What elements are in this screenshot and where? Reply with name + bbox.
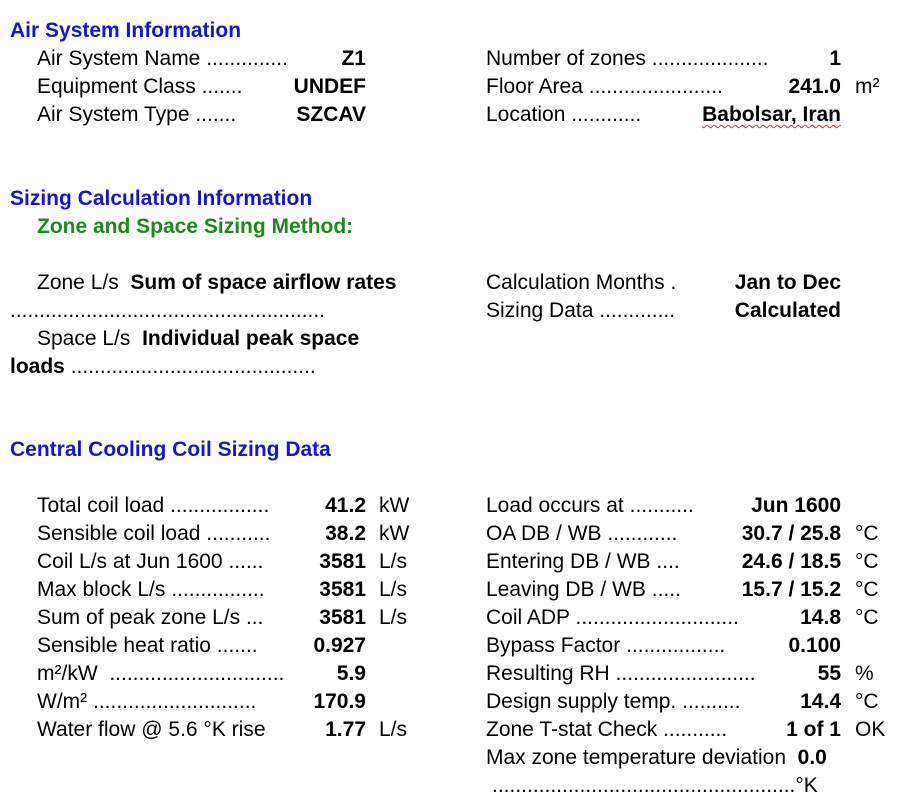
coil-left-value-8: 1.77 — [325, 718, 366, 741]
floor-area-value: 241.0 — [788, 75, 841, 98]
coil-right-unit-7: °C — [855, 690, 879, 713]
coil-left-label-0: Total coil load ................. — [37, 494, 270, 517]
coil-left-label-2: Coil L/s at Jun 1600 ...... — [37, 550, 264, 573]
air-system-type-label: Air System Type ....... — [37, 103, 237, 126]
coil-right-value-8: 1 of 1 — [786, 718, 841, 741]
space-ls-row: Space L/s Individual peak space — [37, 327, 360, 350]
coil-right-label-6: Resulting RH ........................ — [486, 662, 756, 685]
coil-left-label-8: Water flow @ 5.6 °K rise — [37, 718, 266, 741]
zone-ls-row: Zone L/s Sum of space airflow rates — [37, 271, 397, 294]
coil-right-label-7: Design supply temp. .......... — [486, 690, 741, 713]
coil-right-label-4: Coil ADP ............................ — [486, 606, 739, 629]
coil-right-value-5: 0.100 — [788, 634, 841, 657]
coil-left-label-4: Sum of peak zone L/s ... — [37, 606, 264, 629]
coil-right-value-3: 15.7 / 15.2 — [741, 578, 841, 601]
max-zone-dev-dots: ....................................................°K — [492, 774, 818, 797]
sizing-data-label: Sizing Data ............. — [486, 299, 676, 322]
coil-left-unit-2: L/s — [379, 550, 408, 573]
floor-area-label: Floor Area ....................... — [486, 75, 723, 98]
sizing-calc-heading: Sizing Calculation Information — [10, 187, 313, 210]
space-ls-row-cont: loads .......................................... — [10, 355, 316, 378]
coil-left-value-4: 3581 — [319, 606, 366, 629]
coil-right-value-1: 30.7 / 25.8 — [741, 522, 841, 545]
coil-left-value-0: 41.2 — [325, 494, 366, 517]
coil-right-unit-8: OK — [855, 718, 886, 741]
coil-right-value-4: 14.8 — [800, 606, 841, 629]
coil-right-label-2: Entering DB / WB .... — [486, 550, 680, 573]
zone-ls-dots: ...................................................... — [10, 299, 326, 322]
coil-left-value-5: 0.927 — [313, 634, 366, 657]
coil-left-unit-8: L/s — [379, 718, 408, 741]
coil-left-label-5: Sensible heat ratio ....... — [37, 634, 258, 657]
floor-area-unit: m² — [855, 75, 880, 98]
max-zone-dev-label: Max zone temperature deviation 0.0 — [486, 746, 827, 769]
equipment-class-value: UNDEF — [293, 75, 366, 98]
coil-right-value-6: 55 — [817, 662, 841, 685]
coil-right-value-2: 24.6 / 18.5 — [741, 550, 841, 573]
coil-right-label-8: Zone T-stat Check ........... — [486, 718, 728, 741]
coil-left-label-3: Max block L/s ................ — [37, 578, 265, 601]
number-of-zones-value: 1 — [829, 47, 841, 70]
coil-right-label-5: Bypass Factor ................. — [486, 634, 726, 657]
coil-right-unit-2: °C — [855, 550, 879, 573]
coil-left-label-7: W/m² ............................ — [37, 690, 257, 713]
air-system-name-value: Z1 — [341, 47, 366, 70]
coil-right-unit-3: °C — [855, 578, 879, 601]
coil-left-value-6: 5.9 — [336, 662, 366, 685]
coil-left-unit-1: kW — [379, 522, 410, 545]
coil-right-unit-1: °C — [855, 522, 879, 545]
coil-left-value-3: 3581 — [319, 578, 366, 601]
coil-right-value-7: 14.4 — [800, 690, 841, 713]
location-label: Location ............ — [486, 103, 642, 126]
air-system-name-label: Air System Name .............. — [37, 47, 288, 70]
air-system-type-value: SZCAV — [296, 103, 366, 126]
calc-months-label: Calculation Months . — [486, 271, 677, 294]
cooling-coil-heading: Central Cooling Coil Sizing Data — [10, 438, 331, 461]
coil-right-value-0: Jun 1600 — [751, 494, 841, 517]
coil-right-label-1: OA DB / WB ............ — [486, 522, 678, 545]
coil-left-unit-4: L/s — [379, 606, 408, 629]
coil-left-unit-3: L/s — [379, 578, 408, 601]
sizing-method-subheading: Zone and Space Sizing Method: — [37, 215, 354, 238]
equipment-class-label: Equipment Class ....... — [37, 75, 243, 98]
coil-left-label-6: m²/kW .............................. — [37, 662, 285, 685]
sizing-data-value: Calculated — [734, 299, 841, 322]
coil-left-value-1: 38.2 — [325, 522, 366, 545]
coil-left-value-2: 3581 — [319, 550, 366, 573]
coil-right-unit-4: °C — [855, 606, 879, 629]
number-of-zones-label: Number of zones .................... — [486, 47, 769, 70]
coil-left-label-1: Sensible coil load ........... — [37, 522, 271, 545]
coil-right-label-0: Load occurs at ........... — [486, 494, 694, 517]
coil-right-unit-6: % — [855, 662, 874, 685]
coil-left-value-7: 170.9 — [313, 690, 366, 713]
coil-left-unit-0: kW — [379, 494, 410, 517]
air-system-heading: Air System Information — [10, 19, 242, 42]
location-value: Babolsar, Iran — [702, 103, 841, 126]
coil-right-label-3: Leaving DB / WB ..... — [486, 578, 681, 601]
calc-months-value: Jan to Dec — [734, 271, 841, 294]
